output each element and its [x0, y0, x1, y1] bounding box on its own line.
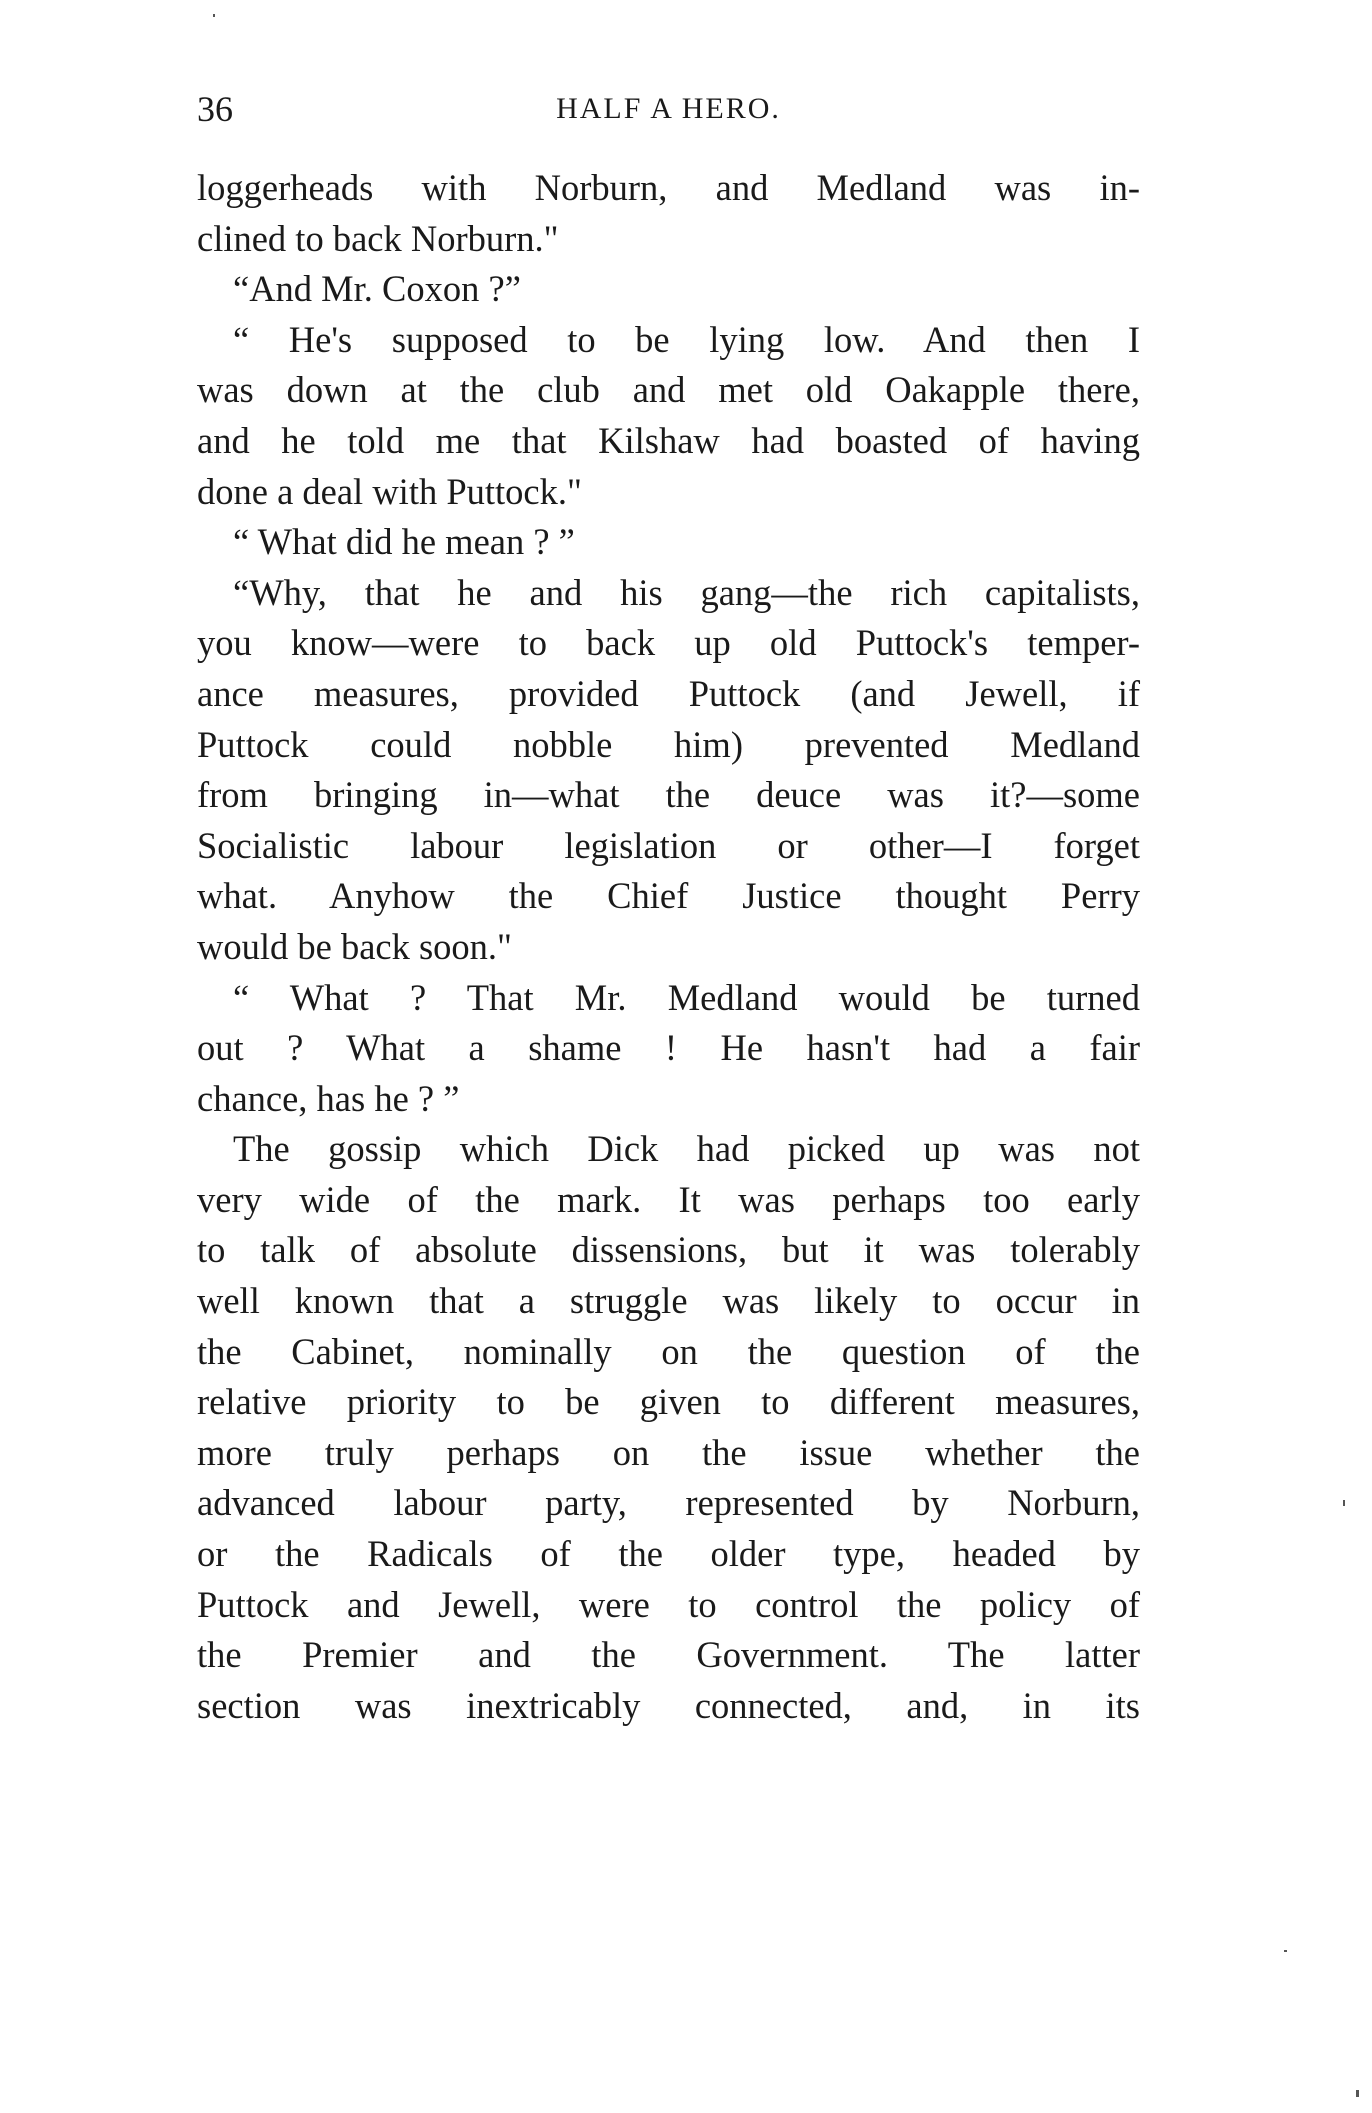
text-line: the Cabinet, nominally on the question of the	[197, 1330, 1140, 1372]
text-line: Puttock and Jewell, were to control the policy of	[197, 1583, 1140, 1625]
page-number: 36	[197, 89, 233, 129]
scan-speck	[213, 14, 215, 17]
text-line: “And Mr. Coxon ?”	[233, 268, 521, 310]
text-line: well known that a struggle was likely to occur in	[197, 1280, 1140, 1322]
scan-speck	[1284, 1950, 1287, 1952]
text-line: Puttock could nobble him) prevented Medland	[197, 723, 1140, 765]
text-line: relative priority to be given to different measures,	[197, 1381, 1140, 1423]
text-line: you know—were to back up old Puttock's temper-	[197, 622, 1140, 664]
text-line: loggerheads with Norburn, and Medland was in-	[197, 167, 1140, 208]
text-line: Socialistic labour legislation or other—I forget	[197, 824, 1140, 866]
page-header	[197, 84, 1140, 134]
text-line: more truly perhaps on the issue whether the	[197, 1431, 1140, 1473]
text-line: “ What did he mean ? ”	[233, 521, 575, 563]
text-line: “ What ? That Mr. Medland would be turned	[233, 976, 1140, 1018]
text-line: clined to back Norburn."	[197, 217, 559, 259]
text-line: what. Anyhow the Chief Justice thought Perry	[197, 875, 1140, 917]
text-line: from bringing in—what the deuce was it?—some	[197, 774, 1140, 816]
text-line: to talk of absolute dissensions, but it was tolerably	[197, 1229, 1140, 1271]
scan-speck	[1343, 1500, 1345, 1506]
text-line: ance measures, provided Puttock (and Jewell, if	[197, 672, 1140, 714]
text-line: “ He's supposed to be lying low. And then I	[233, 318, 1140, 360]
text-line: was down at the club and met old Oakapple there,	[197, 369, 1140, 411]
text-line: advanced labour party, represented by Norburn,	[197, 1482, 1140, 1524]
text-line: done a deal with Puttock."	[197, 470, 582, 512]
text-line: or the Radicals of the older type, headed by	[197, 1533, 1140, 1575]
text-line: The gossip which Dick had picked up was not	[233, 1128, 1140, 1170]
text-line: very wide of the mark. It was perhaps too early	[197, 1178, 1140, 1220]
text-line: “Why, that he and his gang—the rich capitalists,	[233, 571, 1140, 613]
text-line: chance, has he ? ”	[197, 1077, 460, 1119]
running-title: HALF A HERO.	[556, 92, 781, 125]
text-line: section was inextricably connected, and, in its	[197, 1684, 1140, 1726]
text-line: the Premier and the Government. The latter	[197, 1634, 1140, 1676]
text-line: out ? What a shame ! He hasn't had a fair	[197, 1027, 1140, 1069]
scan-speck	[1356, 2090, 1359, 2097]
body-text	[197, 163, 1140, 1731]
text-line: would be back soon."	[197, 925, 512, 967]
text-line: and he told me that Kilshaw had boasted of having	[197, 419, 1140, 461]
